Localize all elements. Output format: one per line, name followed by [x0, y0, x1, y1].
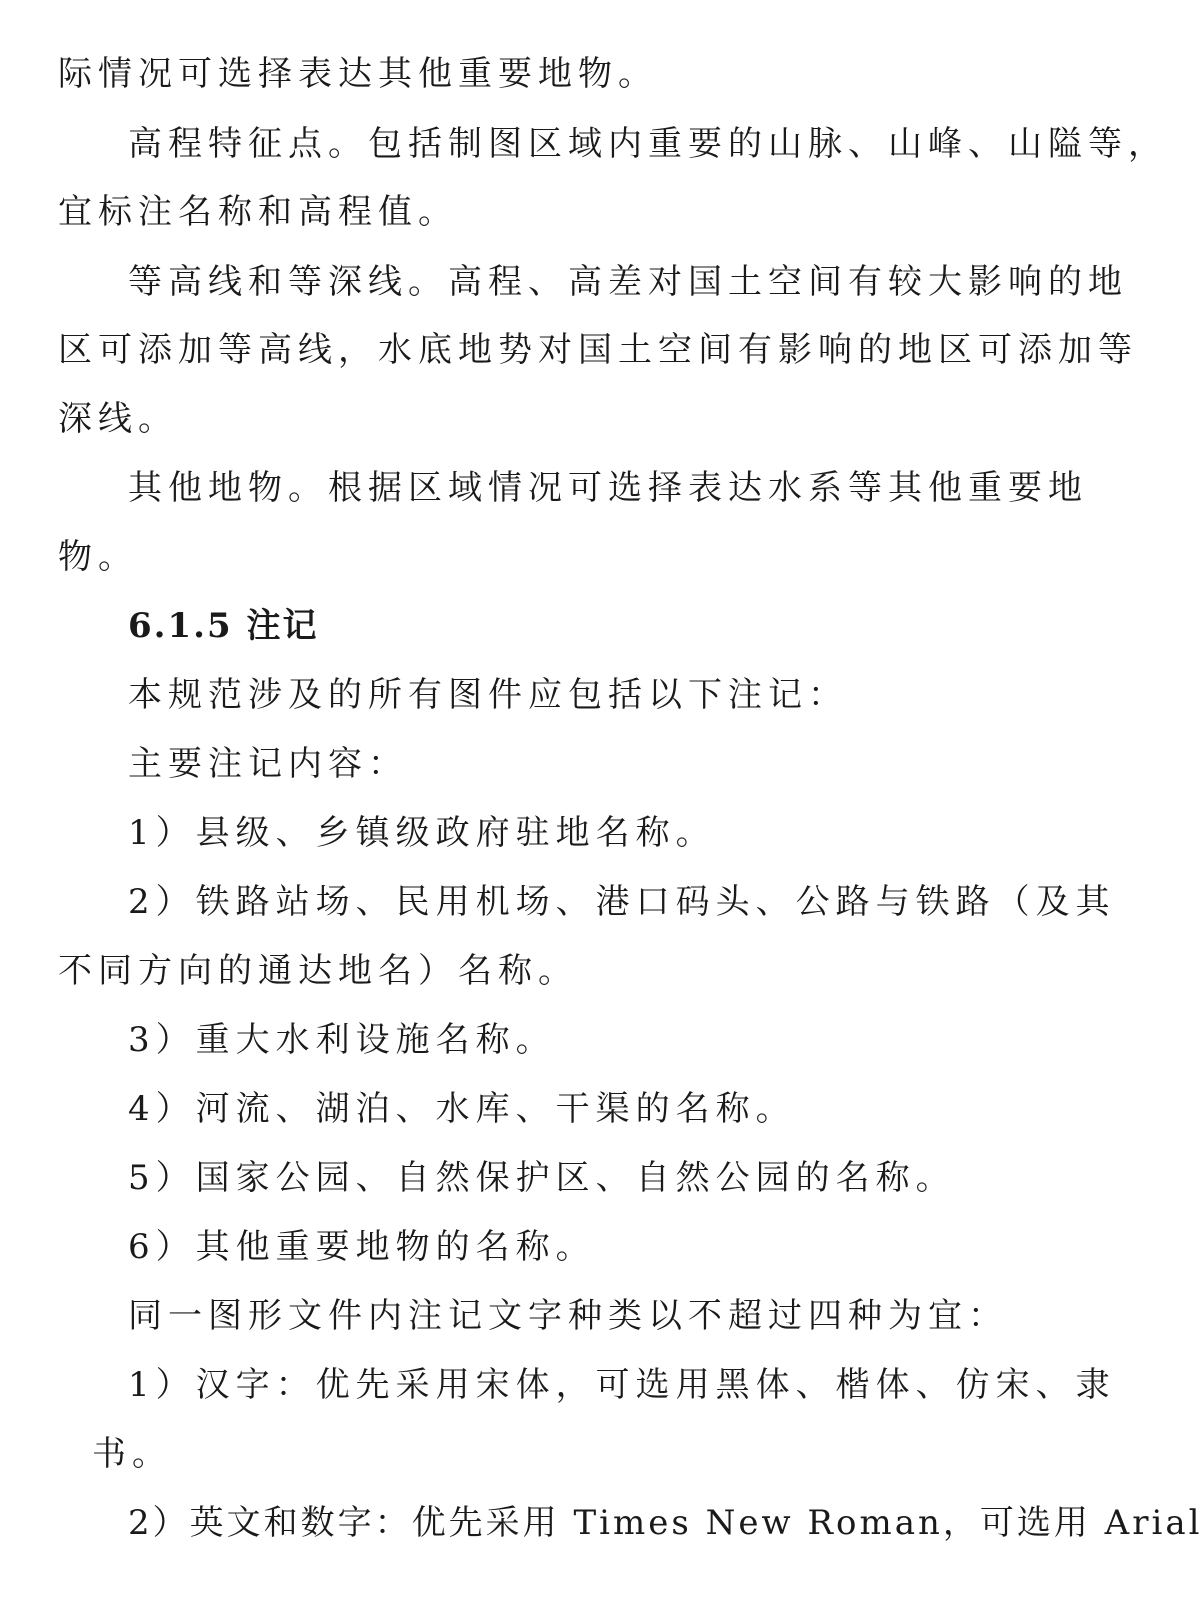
list-item: 6）其他重要地物的名称。: [128, 1227, 596, 1267]
paragraph-line: 等高线和等深线。高程、高差对国土空间有较大影响的地: [128, 262, 1128, 302]
list-item: 2）铁路站场、民用机场、港口码头、公路与铁路（及其: [128, 882, 1116, 922]
list-item-continuation: 不同方向的通达地名）名称。: [58, 951, 578, 991]
section-intro: 本规范涉及的所有图件应包括以下注记：: [128, 675, 848, 715]
list-item: 3）重大水利设施名称。: [128, 1020, 556, 1060]
font-rule-text: 同一图形文件内注记文字种类以不超过四种为宜：: [128, 1296, 1008, 1336]
list-item: 1）县级、乡镇级政府驻地名称。: [128, 813, 716, 853]
paragraph-line: 高程特征点。包括制图区域内重要的山脉、山峰、山隘等，: [128, 124, 1168, 164]
section-heading: 6.1.5 注记: [128, 606, 319, 646]
paragraph-line: 区可添加等高线，水底地势对国土空间有影响的地区可添加等: [58, 330, 1138, 370]
paragraph-line: 深线。: [58, 399, 178, 439]
list-item: 2）英文和数字：优先采用 Times New Roman，可选用 Arial: [128, 1503, 1203, 1543]
paragraph-line: 物。: [58, 537, 138, 577]
list-item: 1）汉字：优先采用宋体，可选用黑体、楷体、仿宋、隶: [128, 1365, 1116, 1405]
list-item-continuation: 书。: [92, 1434, 172, 1474]
list-item: 4）河流、湖泊、水库、干渠的名称。: [128, 1089, 796, 1129]
paragraph-line: 际情况可选择表达其他重要地物。: [58, 54, 658, 94]
main-annotation-title: 主要注记内容：: [128, 744, 408, 784]
list-item: 5）国家公园、自然保护区、自然公园的名称。: [128, 1158, 956, 1198]
paragraph-line: 其他地物。根据区域情况可选择表达水系等其他重要地: [128, 468, 1088, 508]
paragraph-line: 宜标注名称和高程值。: [58, 192, 458, 232]
